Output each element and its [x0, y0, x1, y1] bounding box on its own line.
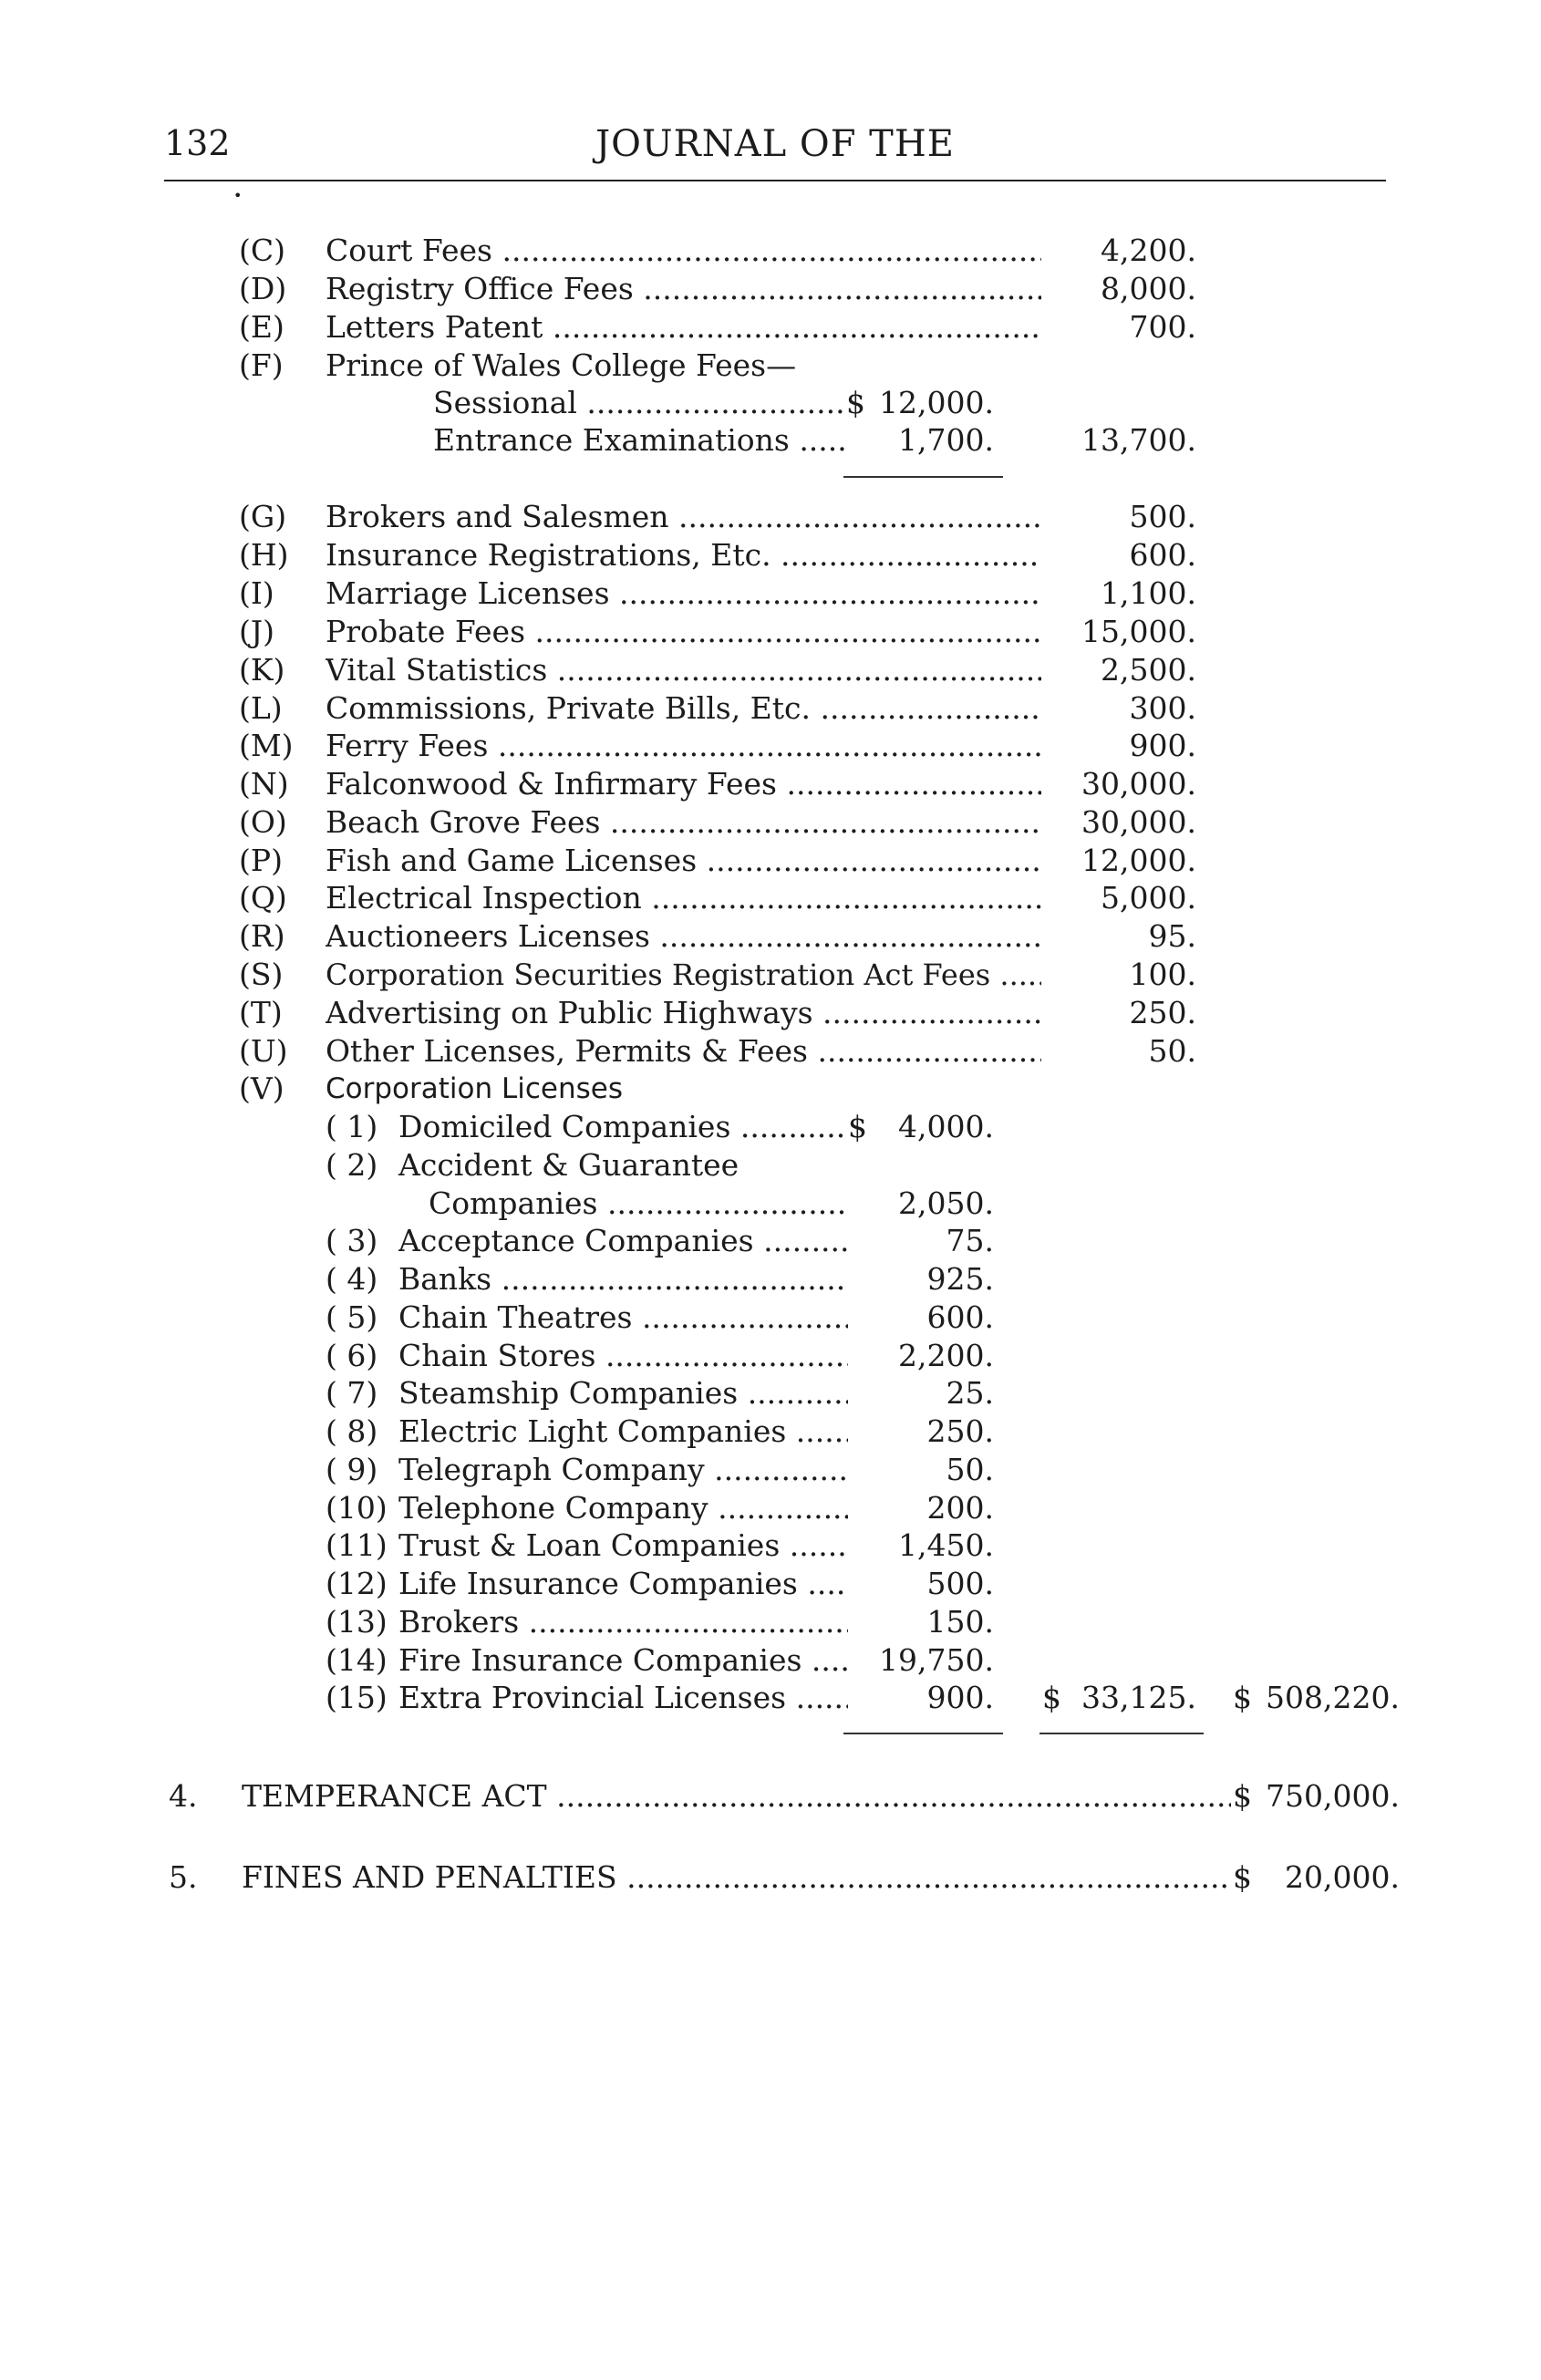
page-number: 132 [164, 123, 231, 163]
section-number: 5. [169, 1859, 198, 1895]
license-number: ( 4) [326, 1261, 378, 1297]
item-label: Marriage Licenses ..... [326, 575, 1041, 612]
license-amount: 900. [926, 1680, 994, 1715]
license-amount: 500. [926, 1566, 994, 1601]
item-letter: (J) [239, 614, 274, 649]
section-number: 4. [169, 1778, 198, 1814]
item-amount: 900. [1129, 728, 1196, 763]
item-letter: (F) [239, 347, 284, 383]
item-label: Electrical Inspection ..... [326, 880, 1041, 916]
license-number: (13) [326, 1604, 388, 1640]
license-number: ( 9) [326, 1452, 378, 1487]
item-label: Commissions, Private Bills, Etc. ..... [326, 690, 1041, 727]
license-amount: 19,750. [879, 1642, 994, 1678]
item-label: Auctioneers Licenses ..... [326, 918, 1041, 955]
running-title: JOURNAL OF THE [595, 123, 955, 165]
item-letter: (P) [239, 843, 283, 878]
subtotal-rule [1039, 1733, 1204, 1734]
license-label: Life Insurance Companies ..... [398, 1566, 848, 1602]
subtotal-rule [843, 476, 1003, 478]
license-label: Trust & Loan Companies ..... [398, 1527, 848, 1564]
section-amount: 20,000. [1285, 1859, 1400, 1895]
license-amount: 4,000. [898, 1109, 994, 1144]
item-letter: (K) [239, 652, 285, 688]
license-amount: 25. [946, 1375, 994, 1411]
subtotal-currency: $ [1042, 1680, 1061, 1715]
section-currency: $ [1233, 1778, 1252, 1814]
item-label: Falconwood & Infirmary Fees ..... [326, 766, 1041, 802]
fees-total: 508,220. [1266, 1680, 1400, 1715]
license-number: ( 5) [326, 1299, 378, 1335]
section-label: FINES AND PENALTIES ..... [242, 1859, 1231, 1896]
item-amount: 600. [1129, 537, 1196, 573]
license-amount: 925. [926, 1261, 994, 1297]
item-letter: (U) [239, 1033, 288, 1069]
license-number: ( 2) [326, 1147, 378, 1183]
fee-amount: 1,700. [898, 422, 994, 458]
license-label: Brokers ..... [398, 1604, 848, 1640]
license-amount: 50. [946, 1452, 994, 1487]
page-header [164, 123, 1386, 178]
fee-label: Sessional ..... [433, 385, 843, 421]
item-letter: (N) [239, 766, 289, 802]
license-amount: 250. [926, 1413, 994, 1449]
item-amount: 5,000. [1101, 880, 1196, 916]
license-number: (14) [326, 1642, 388, 1678]
license-amount: 2,200. [898, 1338, 994, 1373]
item-letter: (D) [239, 271, 287, 306]
license-number: (15) [326, 1680, 388, 1715]
item-amount: 15,000. [1081, 614, 1196, 649]
item-label: Probate Fees ..... [326, 614, 1041, 650]
item-letter: (H) [239, 537, 289, 573]
license-number: ( 7) [326, 1375, 378, 1411]
item-label: Corporation Securities Registration Act Fees ..... [326, 957, 1041, 993]
speck-mark: • [233, 187, 243, 204]
item-letter: (G) [239, 499, 287, 534]
item-letter: (Q) [239, 880, 287, 916]
license-number: (10) [326, 1490, 388, 1526]
license-number: ( 8) [326, 1413, 378, 1449]
item-amount: 100. [1129, 957, 1196, 992]
license-number: ( 1) [326, 1109, 378, 1144]
item-amount: 1,100. [1101, 575, 1196, 611]
item-amount: 700. [1129, 309, 1196, 345]
license-number: (12) [326, 1566, 388, 1601]
license-label: Chain Stores ..... [398, 1338, 848, 1374]
item-label: Ferry Fees ..... [326, 728, 1041, 764]
license-amount: 2,050. [898, 1185, 994, 1221]
item-label: Advertising on Public Highways ..... [326, 995, 1041, 1031]
item-letter: (O) [239, 804, 287, 840]
licenses-subtotal: 33,125. [1081, 1680, 1196, 1715]
header-rule [164, 180, 1386, 181]
license-currency: $ [848, 1109, 867, 1144]
license-amount: 150. [926, 1604, 994, 1640]
license-label: Telegraph Company ..... [398, 1452, 848, 1488]
fee-amount: 12,000. [879, 385, 994, 420]
license-label: Electric Light Companies ..... [398, 1413, 848, 1450]
item-letter: (M) [239, 728, 294, 763]
item-letter: (R) [239, 918, 285, 954]
item-letter: (T) [239, 995, 283, 1030]
item-letter: (L) [239, 690, 283, 726]
item-letter: (S) [239, 957, 284, 992]
item-label: Vital Statistics ..... [326, 652, 1041, 688]
section-currency: $ [1233, 1859, 1252, 1895]
license-label: Accident & Guarantee [398, 1147, 739, 1183]
license-number: (11) [326, 1527, 388, 1563]
total-currency: $ [1233, 1680, 1252, 1715]
item-amount: 95. [1148, 918, 1196, 954]
item-label: Corporation Licenses [326, 1072, 623, 1105]
license-amount: 75. [946, 1223, 994, 1258]
license-amount: 200. [926, 1490, 994, 1526]
item-amount: 8,000. [1101, 271, 1196, 306]
license-label: Steamship Companies ..... [398, 1375, 848, 1412]
item-amount: 250. [1129, 995, 1196, 1030]
item-amount: 4,200. [1101, 233, 1196, 268]
license-label: Telephone Company ..... [398, 1490, 848, 1526]
section-label: TEMPERANCE ACT ..... [242, 1778, 1231, 1815]
license-amount: 600. [926, 1299, 994, 1335]
fee-total: 13,700. [1081, 422, 1196, 458]
item-label: Insurance Registrations, Etc. ..... [326, 537, 1041, 574]
license-label: Domiciled Companies ..... [398, 1109, 845, 1145]
item-label: Prince of Wales College Fees— [326, 347, 797, 383]
license-label: Acceptance Companies ..... [398, 1223, 848, 1259]
fee-currency: $ [846, 385, 865, 420]
item-label: Court Fees ..... [326, 233, 1041, 269]
item-amount: 2,500. [1101, 652, 1196, 688]
item-amount: 30,000. [1081, 766, 1196, 802]
item-label: Beach Grove Fees ..... [326, 804, 1041, 841]
item-amount: 50. [1148, 1033, 1196, 1069]
license-amount: 1,450. [898, 1527, 994, 1563]
item-letter: (E) [239, 309, 284, 345]
item-label: Brokers and Salesmen ..... [326, 499, 1041, 535]
item-label: Registry Office Fees ..... [326, 271, 1041, 307]
item-letter: (V) [239, 1071, 284, 1106]
item-label: Fish and Game Licenses ..... [326, 843, 1041, 879]
item-label: Other Licenses, Permits & Fees ..... [326, 1033, 1041, 1070]
license-number: ( 6) [326, 1338, 378, 1373]
license-label: Extra Provincial Licenses ..... [398, 1680, 848, 1716]
license-number: ( 3) [326, 1223, 378, 1258]
subtotal-rule [843, 1733, 1003, 1734]
section-amount: 750,000. [1266, 1778, 1400, 1814]
item-amount: 500. [1129, 499, 1196, 534]
fee-label: Entrance Examinations ..... [433, 422, 848, 459]
item-amount: 300. [1129, 690, 1196, 726]
item-label: Letters Patent ..... [326, 309, 1041, 346]
item-letter: (I) [239, 575, 274, 611]
license-label: Fire Insurance Companies ..... [398, 1642, 848, 1679]
item-amount: 12,000. [1081, 843, 1196, 878]
item-amount: 30,000. [1081, 804, 1196, 840]
license-label-continued: Companies ..... [429, 1185, 848, 1222]
license-label: Chain Theatres ..... [398, 1299, 848, 1336]
item-letter: (C) [239, 233, 285, 268]
license-label: Banks ..... [398, 1261, 848, 1298]
